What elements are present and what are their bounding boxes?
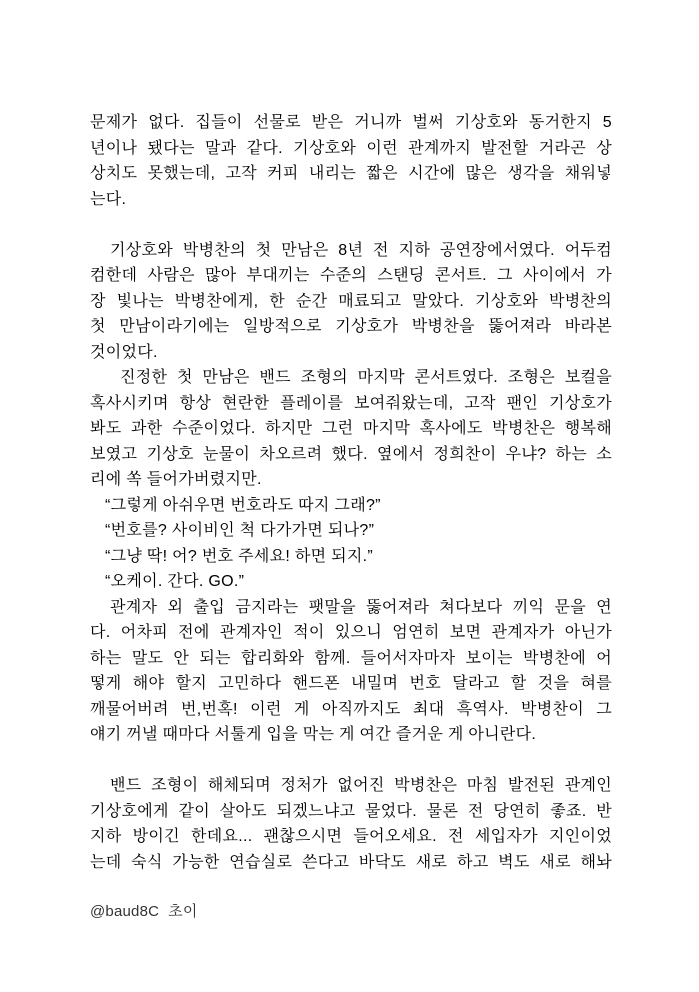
text-line: 혹사시키며 항상 현란한 플레이를 보여줘왔는데, 고작 팬인 기상호가 [90,394,612,412]
text-line: 지하 방이긴 한데요... 괜찮으시면 들어오세요. 전 세입자가 지인이었 [90,828,612,845]
document-body [90,110,612,875]
text-line: 상치도 못했는데, 고작 커피 내리는 짧은 시간에 많은 생각을 채워넣 [90,165,612,182]
text-line: “오케이. 간다. GO.” [105,573,245,590]
text-line: 컴한데 사람은 많아 부대끼는 수준의 스탠딩 콘서트. 그 사이에서 가 [90,267,612,284]
text-line: 진정한 첫 만남은 밴드 조형의 마지막 콘서트였다. 조형은 보컬을 [120,369,612,386]
text-line: 첫 만남이라기에는 일방적으로 기상호가 박병찬을 뚫어져라 바라본 [90,318,612,335]
text-line: “그렇게 아쉬우면 번호라도 따지 그래?” [105,496,381,514]
text-line: 얘기 꺼낼 때마다 서툴게 입을 막는 게 여간 즐거운 게 아니란다. [90,726,537,743]
text-line: 기상호에게 같이 살아도 되겠느냐고 물었다. 물론 전 당연히 좋죠. 반 [90,802,612,820]
text-line: 깨물어버려 번,번혹! 이런 게 아직까지도 최대 흑역사. 박병찬이 그 [90,700,612,718]
text-line: 리에 쏙 들어가버렸지만. [90,471,262,488]
text-line: 관계자 외 출입 금지라는 팻말을 뚫어져라 쳐다보다 끼익 문을 연 [110,598,612,616]
text-line: 보였고 기상호 눈물이 차오르려 했다. 옆에서 정희찬이 우냐? 하는 소 [90,445,612,463]
text-line: 장 빛나는 박병찬에게, 한 순간 매료되고 말았다. 기상호와 박병찬의 [90,292,612,310]
text-line: 다. 어차피 전에 관계자인 적이 있으니 엄연히 보면 관계자가 아닌가 [90,624,612,641]
blank-line [90,212,612,238]
text-line: “번호를? 사이비인 척 다가가면 되나?” [105,522,375,539]
text-line: 하는 말도 안 되는 합리화와 함께. 들어서자마자 보이는 박병찬에 어 [90,649,612,667]
text-line: 년이나 됐다는 말과 같다. 기상호와 이런 관계까지 발전할 거라곤 상 [90,139,612,157]
blank-line [90,748,612,774]
text-line: 것이었다. [90,343,158,361]
text-line: 밴드 조형이 해체되며 정처가 없어진 박병찬은 마침 발전된 관계인 [110,777,612,794]
text-line: 는다. [90,190,127,208]
text-line: 기상호와 박병찬의 첫 만남은 8년 전 지하 공연장에서였다. 어두컴 [110,241,612,259]
author-credit [90,901,198,923]
text-line: 봐도 과한 수준이었다. 하지만 그런 마지막 혹사에도 박병찬은 행복해 [90,420,612,437]
text-line: “그냥 딱! 어? 번호 주세요! 하면 되지.” [105,547,373,565]
text-line: 문제가 없다. 집들이 선물로 받은 거니까 벌써 기상호와 동거한지 5 [90,114,612,131]
author-handle: @baud8C [90,903,160,920]
text-line: 떻게 해야 할지 고민하다 핸드폰 내밀며 번호 달라고 할 것을 혀를 [90,675,612,692]
text-line: 는데 숙식 가능한 연습실로 쓴다고 바닥도 새로 하고 벽도 새로 해놔 [90,853,612,871]
author-name: 초이 [168,903,198,920]
